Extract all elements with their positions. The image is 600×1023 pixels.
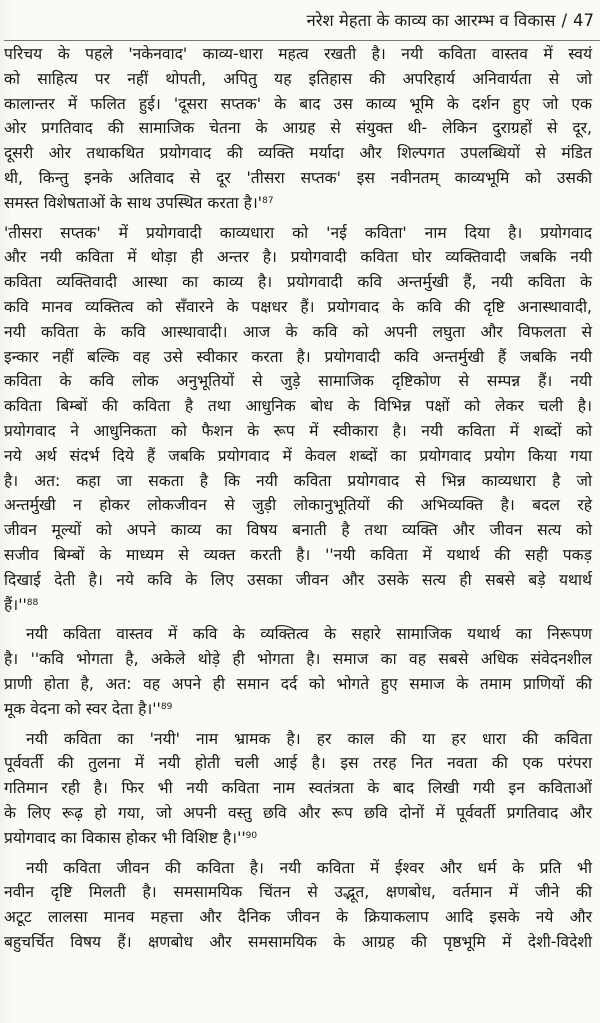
- text-line-content: समस्त विशेषताओं के साथ उपस्थित करता है।': [4, 193, 263, 212]
- text-line-content: हैं।'': [4, 595, 27, 614]
- text-line: अन्तर्मुखी न होकर लोकजीवन से जुड़ी लोकानुभूतियों की अभिव्यक्ति है। बदल रहे: [4, 496, 592, 515]
- text-line: पूर्ववर्ती की तुलना में नयी होती चली आई है। इस तरह नित नवता की एक परंपरा: [4, 754, 592, 773]
- page-body: [4, 42, 592, 955]
- text-line-last: [4, 826, 592, 851]
- text-line-content: मूक वेदना को स्वर देता है।'': [4, 699, 161, 718]
- text-line: है। ''कवि भोगता है, अकेले थोड़े ही भोगता है। समाज का वह सबसे अधिक संवेदनशील: [4, 650, 592, 669]
- text-line: थी, किन्तु इनके अतिवाद से दूर 'तीसरा सप्तक' इस नवीनतम् काव्यभूमि को उसकी: [4, 168, 592, 187]
- header-rule: [4, 40, 600, 41]
- text-line-indented: नयी कविता जीवन की कविता है। नयी कविता में ईश्वर और धर्म के प्रति भी: [26, 858, 592, 877]
- paragraph-5: [4, 856, 592, 955]
- paragraph-1: [4, 42, 592, 216]
- running-header: [307, 4, 594, 38]
- text-line: दिखाई देती है। नये कवि के लिए उसका जीवन और उसके सत्य ही सबसे बड़े यथार्थ: [4, 570, 592, 589]
- text-line-content: प्रयोगवाद का विकास होकर भी विशिष्ट है।'': [4, 828, 246, 847]
- text-line: कविता बिम्बों की कविता है तथा आधुनिक बोध के विभिन्न पक्षों को लेकर चली है।: [4, 397, 592, 416]
- footnote-marker: 88: [26, 597, 39, 608]
- chapter-title: नरेश मेहता के काव्य का आरम्भ व विकास: [306, 11, 556, 30]
- footnote-marker: 90: [245, 830, 258, 841]
- text-line: 'तीसरा सप्तक' में प्रयोगवादी काव्यधारा को 'नई कविता' नाम दिया है। प्रयोगवाद: [4, 223, 592, 242]
- page-number: 47: [573, 11, 594, 30]
- text-line: जीवन मूल्यों को अपने काव्य का विषय बनाती है तथा व्यक्ति और जीवन सत्य को: [4, 521, 592, 540]
- text-line: और नयी कविता में थोड़ा ही अन्तर है। प्रयोगवादी कविता घोर व्यक्तिवादी जबकि नयी: [4, 248, 592, 267]
- text-line: ओर प्रगतिवाद की सामाजिक चेतना के आग्रह से संयुक्त थी- लेकिन दुराग्रहों से दूर,: [4, 119, 592, 138]
- footnote-marker: 87: [262, 195, 274, 206]
- text-line: कविता व्यक्तिवादी आस्था का काव्य है। प्रयोगवादी कवि अन्तर्मुखी हैं, नयी कविता के: [4, 273, 592, 292]
- text-line: बहुचर्चित विषय हैं। क्षणबोध और समसामयिक के आग्रह की पृष्ठभूमि में देशी-विदेशी: [4, 932, 592, 951]
- text-line: को साहित्य पर नहीं थोपती, अपितु यह इतिहास की अपरिहार्य अनिवार्यता से जो: [4, 69, 592, 88]
- text-line-indented: नयी कविता वास्तव में कवि के व्यक्तित्व के सहारे सामाजिक यथार्थ का निरूपण: [26, 625, 592, 644]
- text-line: नये अर्थ संदर्भ दिये हैं जबकि प्रयोगवाद में केवल शब्दों का प्रयोगवाद प्रयोग किया गया: [4, 446, 592, 465]
- text-line-indented: नयी कविता का 'नयी' नाम भ्रामक है। हर काल की या हर धारा की कविता: [26, 729, 592, 748]
- paragraph-4: [4, 727, 592, 851]
- text-line: कालान्तर में फलित हुई। 'दूसरा सप्तक' के बाद उस काव्य भूमि के दर्शन हुए जो एक: [4, 94, 592, 113]
- text-line: नवीन दृष्टि मिलती है। समसामयिक चिंतन से उद्भूत, क्षणबोध, वर्तमान में जीने की: [4, 883, 592, 902]
- text-line: नयी कविता के कवि आस्थावादी। आज के कवि को अपनी लघुता और विफलता से: [4, 322, 592, 341]
- text-line: के लिए रूढ़ हो गया, जो अपनी वस्तु छवि और रूप छवि दोनों में पूर्ववर्ती प्रगतिवाद और: [4, 803, 592, 822]
- text-line: प्राणी होता है, अत: वह अपने ही समान दर्द को भोगते हुए समाज के तमाम प्राणियों की: [4, 674, 592, 693]
- text-line: परिचय के पहले 'नकेनवाद' काव्य-धारा महत्व रखती है। नयी कविता वास्तव में स्वयं: [4, 45, 592, 63]
- text-line: गतिमान रही है। फिर भी नयी कविता नाम स्वतंत्रता के बाद लिखी गयी इन कविताओं: [4, 779, 592, 798]
- text-line: इन्कार नहीं बल्कि वह उसे स्वीकार करता है। प्रयोगवादी कवि अन्तर्मुखी हैं जबकि नयी: [4, 347, 592, 366]
- paragraph-3: [4, 622, 592, 721]
- text-line-last: [4, 697, 592, 722]
- text-line: है। अत: कहा जा सकता है कि नयी कविता प्रयोगवाद से भिन्न काव्यधारा है जो: [4, 471, 592, 490]
- header-separator: /: [561, 11, 567, 30]
- footnote-marker: 89: [160, 701, 173, 712]
- text-line: कविता के कवि लोक अनुभूतियों से जुड़े सामाजिक दृष्टिकोण से सम्पन्न हैं। नयी: [4, 372, 592, 391]
- text-line: अटूट लालसा मानव महत्ता और दैनिक जीवन के क्रियाकलाप आदि इसके नये और: [4, 908, 592, 927]
- text-line: कवि मानव व्यक्तित्व को सँवारने के पक्षधर हैं। प्रयोगवाद के कवि की दृष्टि अनास्थावादी,: [4, 297, 592, 316]
- text-line: दूसरी ओर तथाकथित प्रयोगवाद की व्यक्ति मर्यादा और शिल्पगत उपलब्धियों से मंडित: [4, 144, 592, 163]
- text-line: सजीव बिम्बों के माध्यम से व्यक्त करती है। ''नयी कविता में यथार्थ की सही पकड़: [4, 545, 592, 564]
- text-line-last: [4, 593, 592, 618]
- text-line: प्रयोगवाद ने आधुनिकता को फैशन के रूप में स्वीकारा है। नयी कविता में शब्दों को: [4, 421, 592, 440]
- paragraph-2: [4, 221, 592, 618]
- text-line-last: [4, 191, 592, 216]
